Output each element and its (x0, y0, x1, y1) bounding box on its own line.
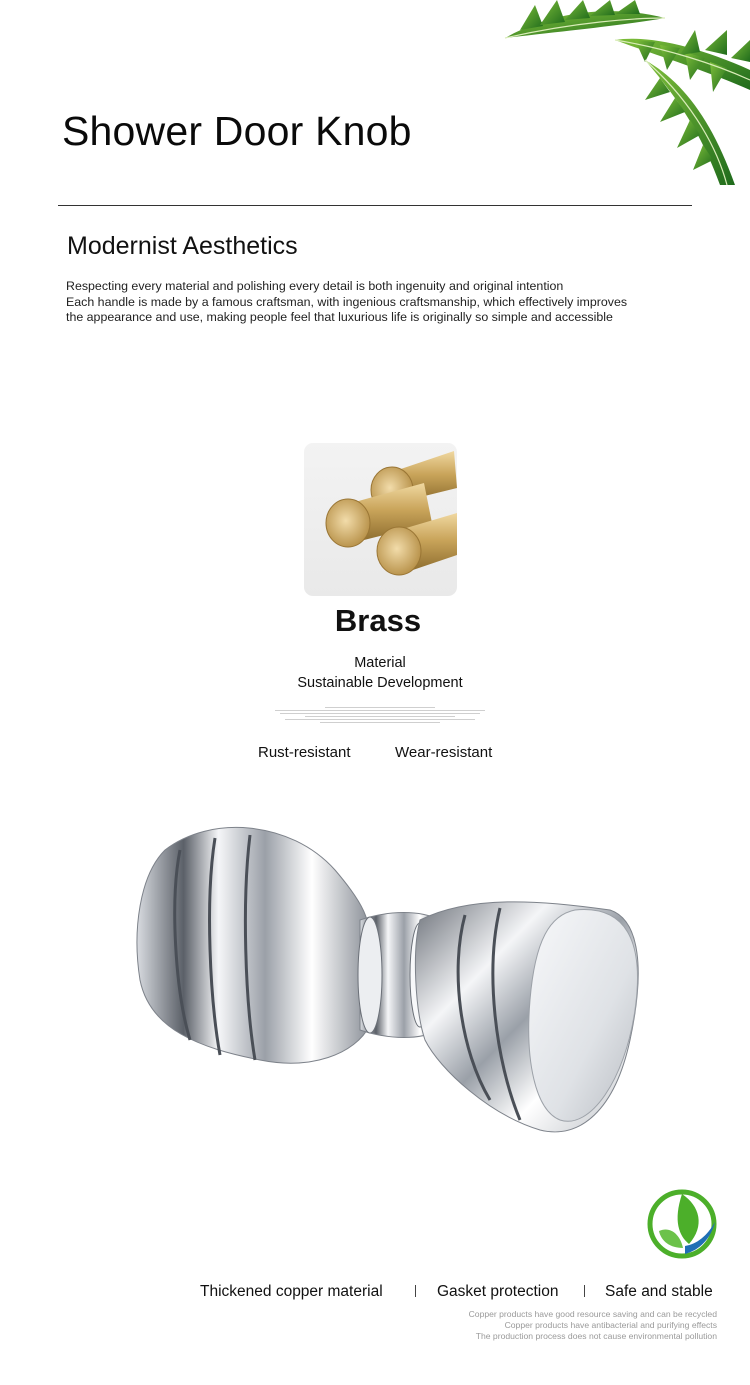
feature-safe-stable: Safe and stable (605, 1283, 713, 1300)
divider (58, 205, 692, 206)
feature-gasket-protection: Gasket protection (437, 1283, 559, 1300)
feature-thickened-copper: Thickened copper material (200, 1283, 383, 1300)
intro-paragraph (66, 279, 706, 326)
eco-leaf-icon (645, 1186, 720, 1261)
intro-line: Each handle is made by a famous craftsman, with ingenious craftsmanship, which effectively improves (66, 294, 628, 309)
intro-line: the appearance and use, making people feel that luxurious life is originally so simple and accessible (66, 310, 613, 324)
note-line: The production process does not cause environmental pollution (475, 1331, 717, 1341)
material-subtitle: Sustainable Development (297, 675, 463, 691)
palm-leaves-icon (495, 0, 750, 190)
note-line: Copper products have good resource saving and can be recycled (468, 1309, 717, 1319)
section-heading: Modernist Aesthetics (67, 232, 298, 260)
page-title: Shower Door Knob (62, 108, 412, 154)
brass-rods-image (304, 443, 457, 596)
intro-line: Respecting every material and polishing every detail is both ingenuity and original intention (66, 279, 564, 293)
feature-rust-resistant: Rust-resistant (258, 744, 351, 761)
material-name: Brass (334, 603, 422, 638)
note-line: Copper products have antibacterial and purifying effects (504, 1320, 717, 1330)
feature-separator (584, 1285, 585, 1297)
fine-print-lines (270, 705, 490, 725)
feature-separator (415, 1285, 416, 1297)
shower-knob-image (120, 810, 650, 1180)
feature-wear-resistant: Wear-resistant (395, 744, 493, 761)
material-label: Material (354, 655, 406, 671)
